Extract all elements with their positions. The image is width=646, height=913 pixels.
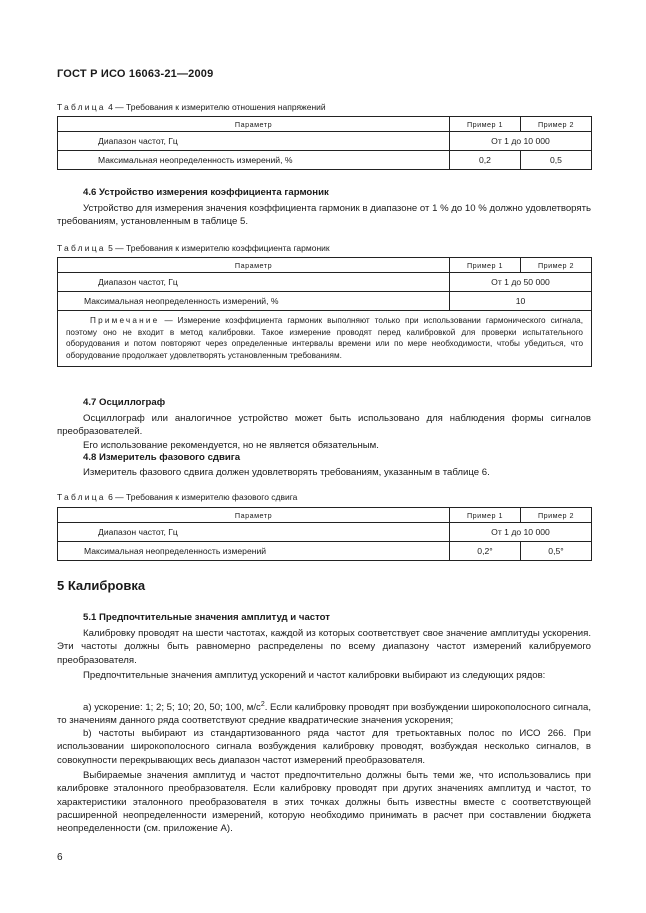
- section-4-8-title: 4.8 Измеритель фазового сдвига: [83, 452, 241, 463]
- table-6-caption: Таблица 6 — Требования к измерителю фазового сдвига: [57, 492, 298, 502]
- table-row-label: Диапазон частот, Гц: [58, 523, 450, 542]
- section-4-7-text-2: Его использование рекомендуется, но не является обязательным.: [83, 440, 379, 451]
- table-header-parameter: Параметр: [58, 508, 450, 523]
- table-header-example-2: Пример 2: [521, 508, 592, 523]
- table-header-example-1: Пример 1: [450, 258, 521, 273]
- section-4-6-text: Устройство для измерения значения коэффициента гармоник в диапазоне от 1 % до 10 % должно удовлетворять требованиям, установленным в таблице 5.: [57, 203, 591, 228]
- section-5-1-list-item-a: а) ускорение: 1; 2; 5; 10; 20, 50; 100, $м/с^2$. Если калибровку проводят при возбуждении широкополосного сигнала, то значениям данного ряда соответствуют средние квадратические значения ускорения;: [57, 701, 592, 727]
- section-4-8-text: Измеритель фазового сдвига должен удовлетворять требованиям, указанным в таблице 6.: [83, 467, 490, 478]
- section-5-1-title: 5.1 Предпочтительные значения амплитуд и частот: [83, 612, 331, 623]
- table-header-example-2: Пример 2: [521, 258, 592, 273]
- section-4-7-title: 4.7 Осциллограф: [83, 397, 166, 408]
- section-5-1-paragraph-1: Калибровку проводят на шести частотах, каждой из которых соответствует свое значение амплитуды ускорения. Эти частоты должны быть равномерно распределены по всему диапазону частот измерений калибруемого преобразователя.: [57, 628, 591, 666]
- table-5-caption: Таблица 5 — Требования к измерителю коэффициента гармоник: [57, 243, 330, 253]
- section-5-1-list-item-b: b) частоты выбирают из стандартизованного ряда частот для третьоктавных полос по ИСО 266. При использовании широкополосного сигнала возбуждения калибровку проводят, возбуждая несколько сигналов, в совокупности перекрывающих весь диапазон частот измерений преобразователя.: [57, 728, 591, 766]
- table-cell-value: От 1 до 10 000: [450, 523, 592, 542]
- table-header-example-2: Пример 2: [521, 117, 592, 132]
- table-header-parameter: Параметр: [58, 258, 450, 273]
- section-5-heading: 5 Калибровка: [57, 578, 146, 593]
- table-4-caption: Таблица 4 — Требования к измерителю отношения напряжений: [57, 102, 326, 112]
- table-cell-value: 0,2: [450, 151, 521, 170]
- section-4-7-text: Осциллограф или аналогичное устройство может быть использовано для наблюдения формы сигналов преобразователей.: [57, 413, 591, 438]
- table-cell-value: 0,5°: [521, 542, 592, 561]
- table-cell-value: 10: [450, 292, 592, 311]
- table-row-label: Максимальная неопределенность измерений: [58, 542, 450, 561]
- section-5-1-paragraph-5: Выбираемые значения амплитуд и частот предпочтительно должны быть теми же, что использовались при калибровке эталонного преобразователя. Если калибровку проводят при других значениях амплитуд и частот, то характеристики эталонного преобразователя в этих точках должны быть известны вместе с соответствующей расширенной неопределенности измерений, которую необходимо принимать в расчет при составлении бюджета неопределенности (см. приложение А).: [57, 770, 591, 835]
- table-header-parameter: Параметр: [58, 117, 450, 132]
- table-6: [57, 507, 592, 561]
- table-header-example-1: Пример 1: [450, 117, 521, 132]
- table-cell-value: От 1 до 10 000: [450, 132, 592, 151]
- table-cell-value: 0,2°: [450, 542, 521, 561]
- section-4-6-title: 4.6 Устройство измерения коэффициента гармоник: [83, 187, 329, 198]
- document-header: ГОСТ Р ИСО 16063-21—2009: [57, 68, 214, 80]
- table-cell-value: 0,5: [521, 151, 592, 170]
- table-row-label: Диапазон частот, Гц: [58, 132, 450, 151]
- table-header-example-1: Пример 1: [450, 508, 521, 523]
- table-cell-value: От 1 до 50 000: [450, 273, 592, 292]
- table-5: [57, 257, 592, 367]
- table-5-note: Примечание — Измерение коэффициента гармоник выполняют только при использовании гармонического сигнала, поэтому оно не входит в метод калибровки. Такое измерение проводят перед калибровкой для проверки испытательного оборудования и потом повторяют через определенные интервалы времени или по мере необходимости, чтобы убедиться, что оборудование продолжает удовлетворять установленным требованиям.: [58, 311, 592, 367]
- table-row-label: Максимальная неопределенность измерений, %: [58, 292, 450, 311]
- table-row-label: Диапазон частот, Гц: [58, 273, 450, 292]
- page-number: 6: [57, 852, 63, 863]
- table-row-label: Максимальная неопределенность измерений, %: [58, 151, 450, 170]
- section-5-1-paragraph-2: Предпочтительные значения амплитуд ускорений и частот калибровки выбирают из следующих рядов:: [83, 670, 546, 681]
- table-4: [57, 116, 592, 170]
